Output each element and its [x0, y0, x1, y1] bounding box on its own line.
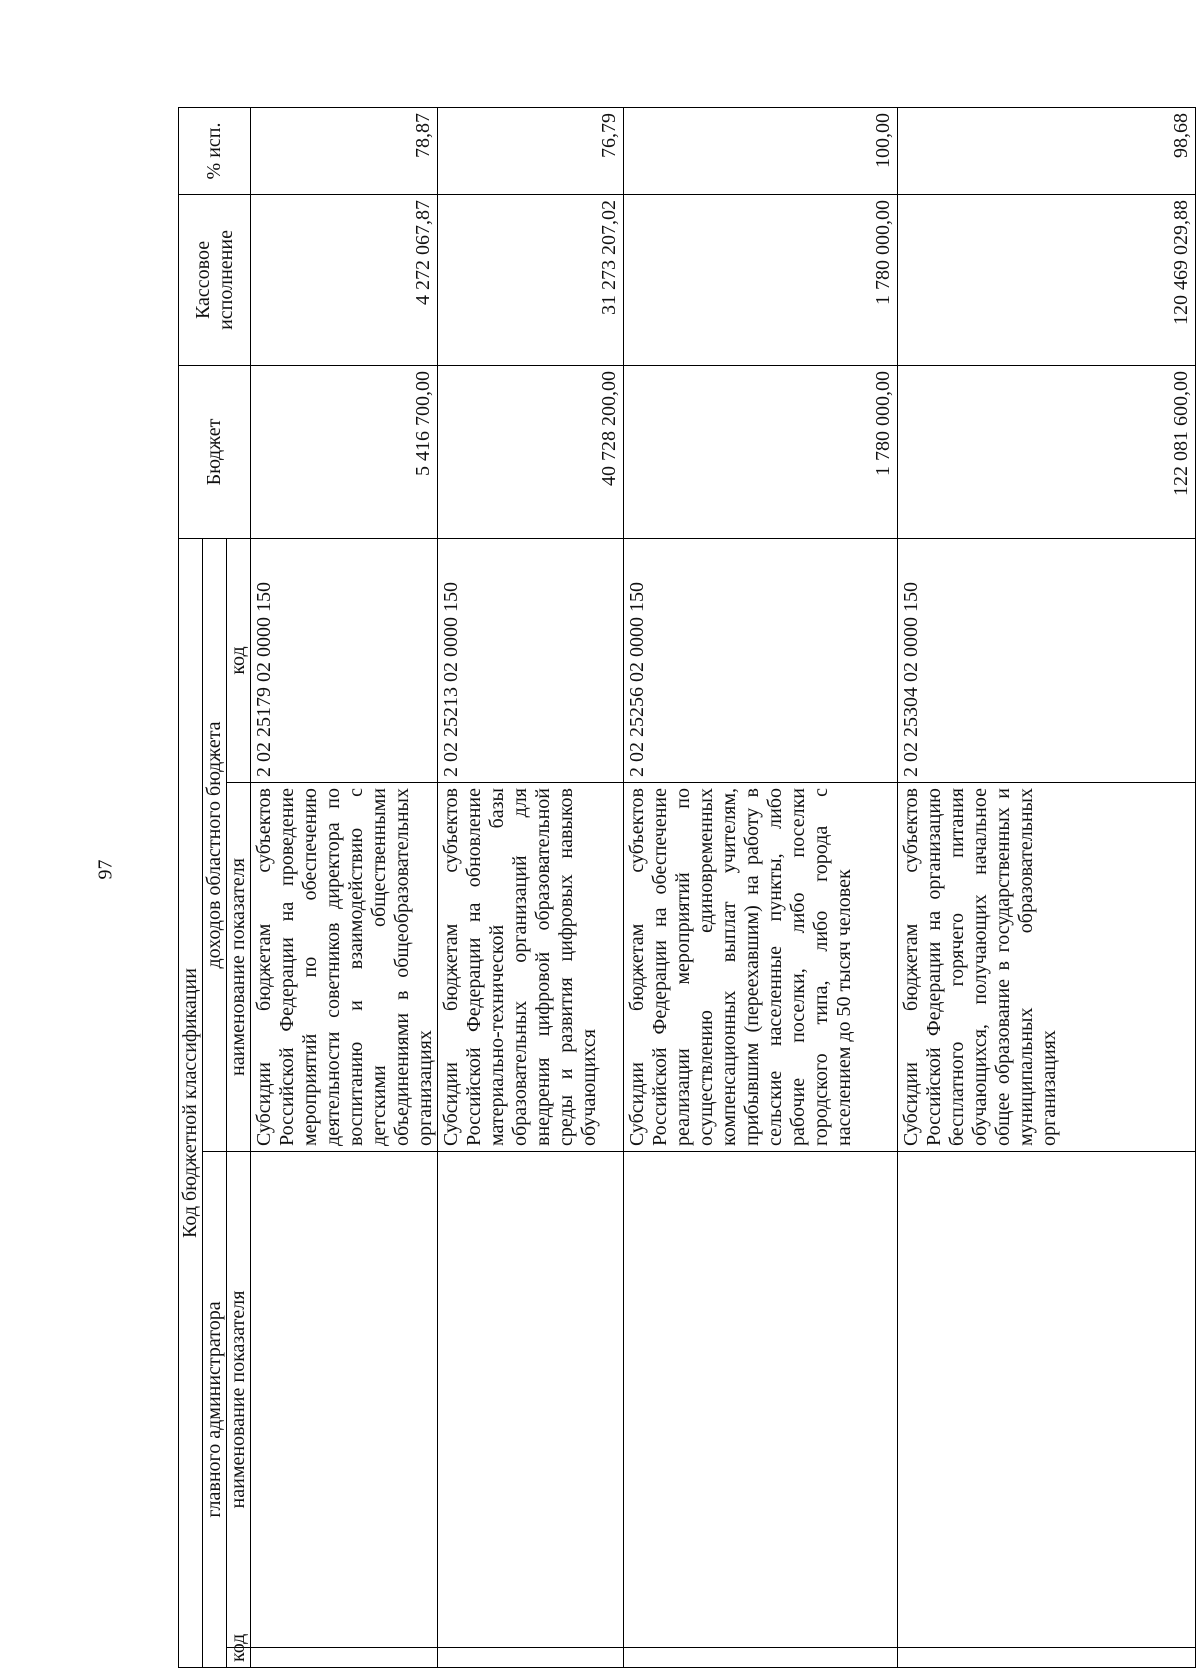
admin-code-cell [251, 1648, 438, 1668]
header-cash: Кассовое исполнение [179, 194, 251, 365]
header-admin: главного администратора [203, 1152, 227, 1668]
table-row [438, 107, 624, 1667]
percent-cell: 76,79 [438, 107, 624, 194]
header-income-name: наименование показателя [227, 783, 251, 1152]
table-row [898, 107, 1196, 1667]
header-admin-name: наименование показателя [227, 1152, 251, 1648]
admin-name-cell [438, 1152, 624, 1648]
indicator-name-cell: Субсидии бюджетам субъектов Российской Федерации на проведение мероприятий по обеспечению деятельности советников директора по воспитанию и взаимодействию с детскими общественными объединениями в общеобразовательных организациях [251, 783, 438, 1152]
header-budget: Бюджет [179, 365, 251, 538]
cash-cell: 31 273 207,02 [438, 194, 624, 365]
indicator-name-cell: Субсидии бюджетам субъектов Российской Федерации на обеспечение реализации мероприятий по осуществлению единовременных компенсационных выплат учителям, прибывшим (переехавшим) на работу в сельские населенные пункты, либо рабочие поселки, либо поселки городского типа, либо города с населением до 50 тысяч человек [624, 783, 898, 1152]
table-row [251, 107, 438, 1667]
budget-table [178, 107, 1196, 1668]
income-code-cell: 2 02 25213 02 0000 150 [438, 538, 624, 782]
admin-code-cell [438, 1648, 624, 1668]
admin-code-cell [624, 1648, 898, 1668]
admin-name-cell [624, 1152, 898, 1648]
table-row [624, 107, 898, 1667]
admin-code-cell [898, 1648, 1196, 1668]
header-percent: % исп. [179, 107, 251, 194]
budget-cell: 40 728 200,00 [438, 365, 624, 538]
header-income: доходов областного бюджета [203, 538, 227, 1151]
header-classification: Код бюджетной классификации [179, 538, 203, 1667]
admin-name-cell [251, 1152, 438, 1648]
income-code-cell: 2 02 25256 02 0000 150 [624, 538, 898, 782]
admin-name-cell [898, 1152, 1196, 1648]
percent-cell: 78,87 [251, 107, 438, 194]
income-code-cell: 2 02 25304 02 0000 150 [898, 538, 1196, 782]
header-admin-code: код [227, 1648, 251, 1668]
income-code-cell: 2 02 25179 02 0000 150 [251, 538, 438, 782]
budget-cell: 5 416 700,00 [251, 365, 438, 538]
indicator-name-cell: Субсидии бюджетам субъектов Российской Федерации на обновление материально-технической базы образовательных организаций для внедрения цифровой образовательной среды и развития цифровых навыков обучающихся [438, 783, 624, 1152]
cash-cell: 120 469 029,88 [898, 194, 1196, 365]
cash-cell: 4 272 067,87 [251, 194, 438, 365]
budget-cell: 1 780 000,00 [624, 365, 898, 538]
indicator-name-cell: Субсидии бюджетам субъектов Российской Федерации на организацию бесплатного горячего питания обучающихся, получающих начальное общее образование в государственных и муниципальных образовательных организациях [898, 783, 1196, 1152]
rotated-table-container [178, 108, 1196, 1668]
percent-cell: 100,00 [624, 107, 898, 194]
page-number: 97 [94, 859, 117, 880]
header-income-code: код [227, 538, 251, 782]
cash-cell: 1 780 000,00 [624, 194, 898, 365]
budget-cell: 122 081 600,00 [898, 365, 1196, 538]
percent-cell: 98,68 [898, 107, 1196, 194]
